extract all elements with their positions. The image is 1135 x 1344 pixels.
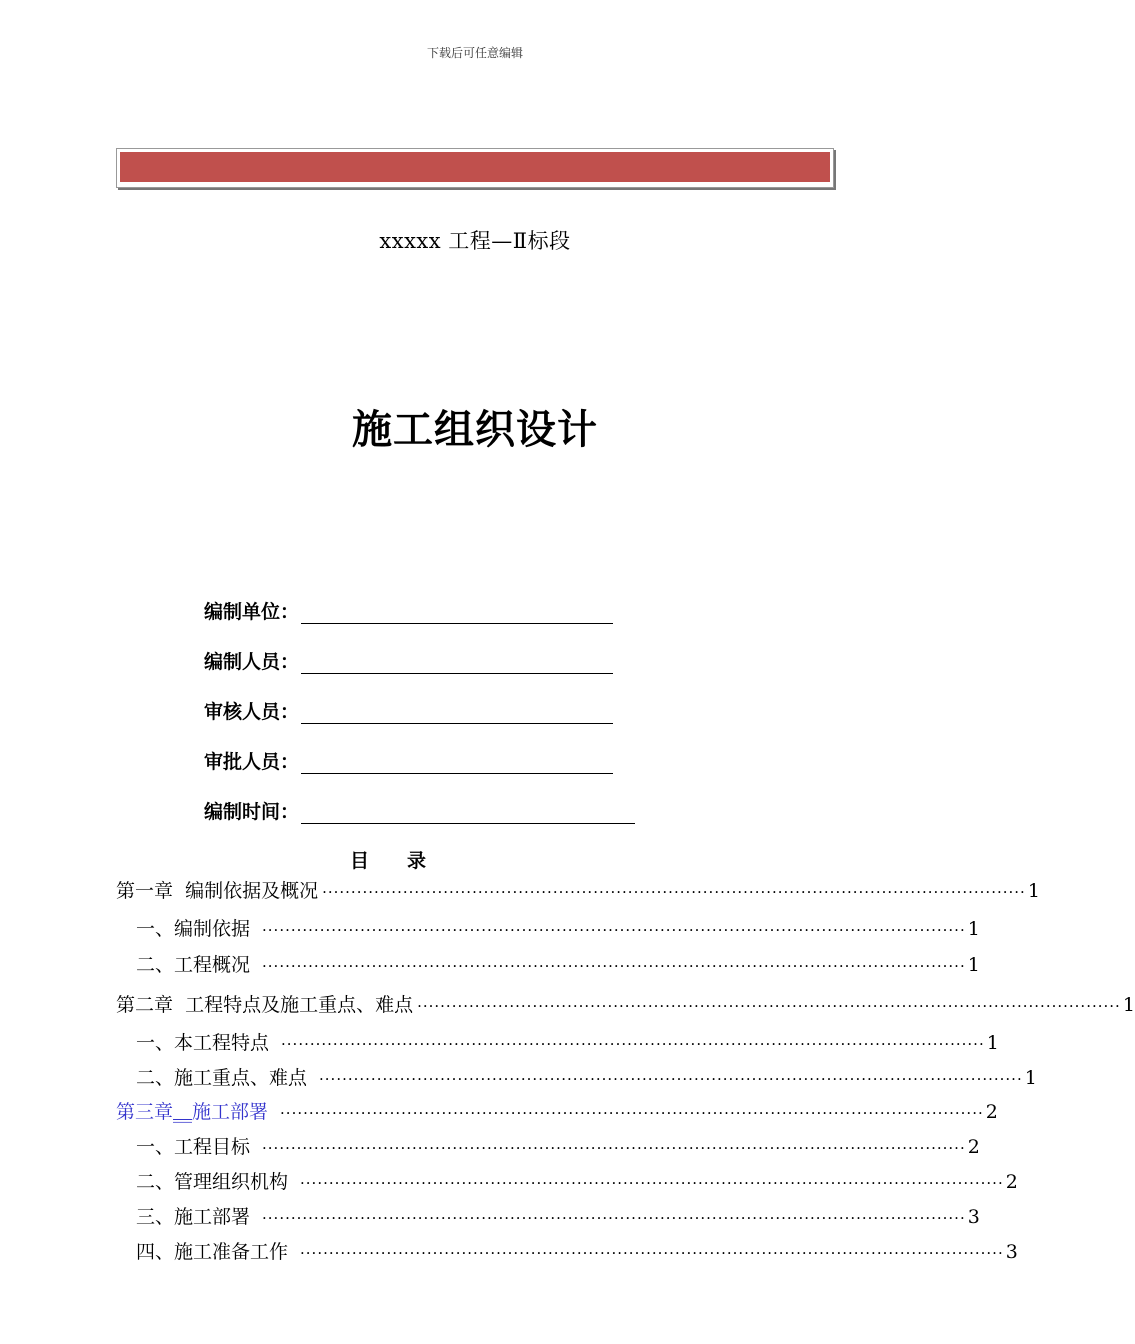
toc-entry[interactable] (136, 1063, 1037, 1089)
toc-leader-dots: ·························································································································· (262, 957, 966, 975)
unit-label: 编制单位： (204, 601, 300, 623)
toc-link-part-b: __ (173, 1101, 193, 1123)
toc-entry[interactable] (136, 1132, 980, 1158)
toc-entry-page: 1 (1122, 994, 1135, 1016)
toc-entry-page: 1 (1027, 880, 1040, 902)
toc-entry[interactable] (136, 914, 980, 940)
toc-leader-dots: ·························································································································· (319, 1070, 1023, 1088)
toc-entry-label: 二、管理组织机构 (136, 1171, 289, 1193)
decorative-banner (116, 148, 834, 188)
toc-leader-dots: ·························································································································· (300, 1174, 1004, 1192)
date-blank (301, 801, 635, 824)
approver-blank (301, 751, 613, 774)
toc-title: 目 录 (349, 850, 426, 872)
toc-leader-dots: ·························································································································· (262, 1209, 966, 1227)
staff-blank (301, 651, 613, 674)
toc-entry-label: 三、施工部署 (136, 1206, 251, 1228)
toc-entry[interactable] (136, 1202, 980, 1228)
toc-entry-page: 2 (967, 1136, 980, 1158)
toc-entry-page: 3 (1005, 1241, 1018, 1263)
toc-entry-page: 1 (967, 918, 980, 940)
toc-link-part-c: 施工部署 (192, 1101, 269, 1123)
toc-entry-label: 一、本工程特点 (136, 1032, 270, 1054)
toc-entry-label: 第一章 编制依据及概况 (116, 880, 319, 902)
toc-entry-label: 一、编制依据 (136, 918, 251, 940)
approver-label: 审批人员： (204, 751, 300, 773)
toc-leader-dots: ·························································································································· (417, 997, 1121, 1015)
toc-link-part-a: 第三章 (116, 1101, 174, 1123)
form-row-unit (204, 594, 613, 624)
toc-entry[interactable] (136, 1167, 1018, 1193)
toc-entry[interactable] (136, 1237, 1018, 1263)
form-row-reviewer (204, 694, 613, 724)
header-note: 下载后可任意编辑 (426, 46, 523, 60)
toc-entry[interactable] (116, 876, 1040, 902)
project-name: xxxxx 工程—Ⅱ标段 (379, 229, 571, 253)
toc-entry[interactable] (136, 1028, 999, 1054)
toc-entry-page: 2 (1005, 1171, 1018, 1193)
unit-blank (301, 601, 613, 624)
toc-leader-dots: ·························································································································· (281, 1035, 985, 1053)
toc-entry-label: 一、工程目标 (136, 1136, 251, 1158)
staff-label: 编制人员： (204, 651, 300, 673)
form-row-staff (204, 644, 613, 674)
form-row-approver (204, 744, 613, 774)
form-row-date (204, 794, 635, 824)
toc-entry-label: 四、施工准备工作 (136, 1241, 289, 1263)
reviewer-label: 审核人员： (204, 701, 300, 723)
toc-entry[interactable] (136, 950, 980, 976)
toc-leader-dots: ·························································································································· (300, 1244, 1004, 1262)
toc-entry-label: 二、工程概况 (136, 954, 251, 976)
toc-leader-dots: ·························································································································· (262, 921, 966, 939)
toc-entry-label: 第二章 工程特点及施工重点、难点 (116, 994, 414, 1016)
toc-entry[interactable] (116, 990, 1135, 1016)
toc-entry-page: 3 (967, 1206, 980, 1228)
document-title: 施工组织设计 (352, 407, 598, 453)
date-label: 编制时间： (204, 801, 300, 823)
toc-entry-page: 1 (967, 954, 980, 976)
banner-fill (120, 152, 830, 182)
toc-entry-page: 1 (986, 1032, 999, 1054)
toc-entry-label[interactable] (116, 1097, 268, 1124)
reviewer-blank (301, 701, 613, 724)
toc-entry-label: 二、施工重点、难点 (136, 1067, 308, 1089)
toc-leader-dots: ·························································································································· (262, 1139, 966, 1157)
toc-leader-dots: ·························································································································· (280, 1104, 984, 1122)
toc-entry-link[interactable] (116, 1097, 998, 1123)
toc-leader-dots: ·························································································································· (322, 883, 1026, 901)
toc-entry-page: 1 (1024, 1067, 1037, 1089)
toc-entry-page: 2 (985, 1101, 998, 1123)
